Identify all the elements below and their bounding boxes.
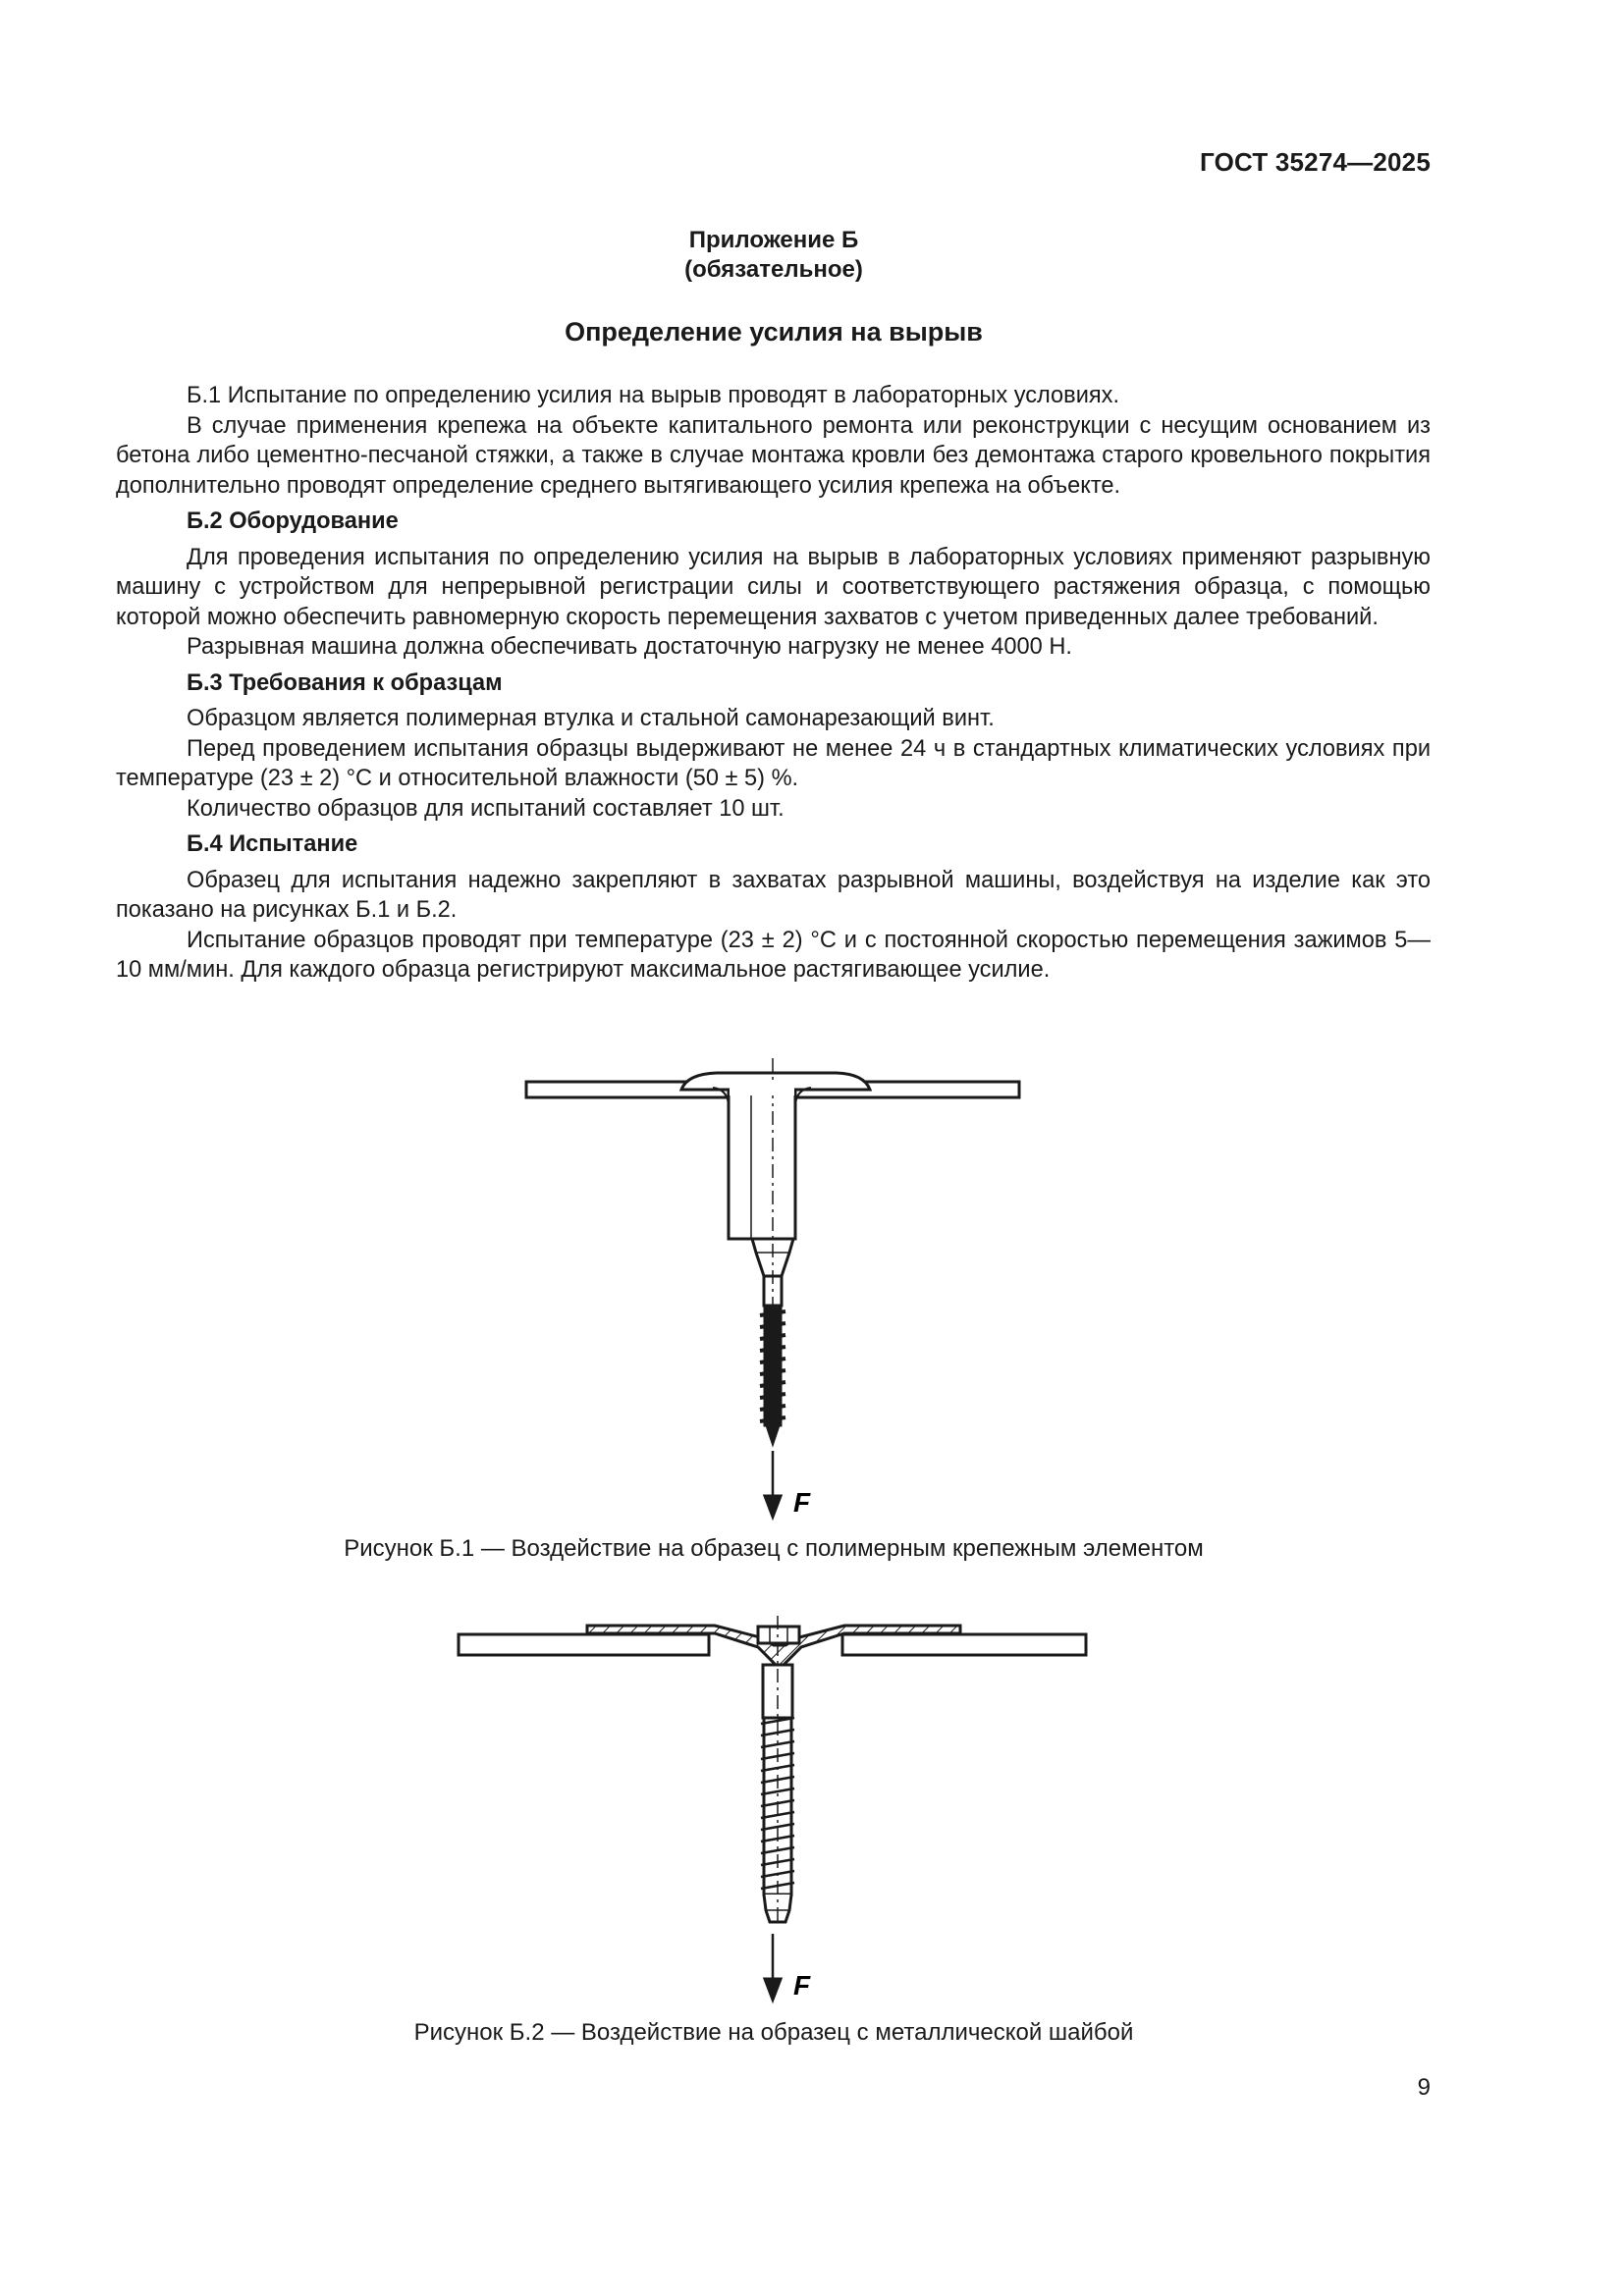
section-heading-b4: Б.4 Испытание (187, 831, 358, 857)
paragraph: Образцом является полимерная втулка и стальной самонарезающий винт. (187, 706, 995, 731)
figure-b2-caption: Рисунок Б.2 — Воздействие на образец с металлической шайбой (413, 2019, 1134, 2046)
paragraph: Разрывная машина должна обеспечивать достаточную нагрузку не менее 4000 Н. (187, 634, 1072, 660)
paragraph: Образец для испытания надежно закрепляют в захватах разрывной машины, воздействуя на изделие как это показано на рисунках Б.1 и Б.2. (116, 867, 1431, 923)
paragraph: Перед проведением испытания образцы выдерживают не менее 24 ч в стандартных климатических условиях при температуре (23 ± 2) °С и относительной влажности (50 ± 5) %. (116, 735, 1431, 791)
paragraph: Испытание образцов проводят при температуре (23 ± 2) °С и с постоянной скоростью перемещения зажимов 5—10 мм/мин. Для каждого образца регистрируют максимальное растягивающее усилие. (116, 927, 1431, 983)
annex-status: (обязательное) (684, 256, 863, 283)
annex-title: Определение усилия на вырыв (565, 317, 983, 347)
figure-b2-force-label: F (793, 1970, 811, 2001)
paragraph: В случае применения крепежа на объекте капитального ремонта или реконструкции с несущим основанием из бетона либо цементно-песчаной стяжки, а также в случае монтажа кровли без демонтажа старого кровельного покрытия дополнительно проводят определение среднего вытягивающего усилия крепежа на объекте. (116, 412, 1431, 499)
paragraph: Количество образцов для испытаний составляет 10 шт. (187, 795, 785, 822)
annex-label: Приложение Б (688, 227, 859, 253)
section-heading-b2: Б.2 Оборудование (187, 508, 399, 534)
page-number: 9 (1417, 2074, 1431, 2101)
standard-designation: ГОСТ 35274—2025 (1200, 147, 1431, 177)
paragraph-b1: Б.1 Испытание по определению усилия на вырыв проводят в лабораторных условиях. (187, 383, 1120, 408)
figure-b1-caption: Рисунок Б.1 — Воздействие на образец с полимерным крепежным элементом (344, 1535, 1204, 1562)
figure-b1-force-label: F (793, 1487, 811, 1518)
paragraph: Для проведения испытания по определению усилия на вырыв в лабораторных условиях применяют разрывную машину с устройством для непрерывной регистрации силы и соответствующего растяжения образца, с помощью которой можно обеспечить равномерную скорость перемещения захватов с учетом приведенных далее требований. (116, 544, 1431, 630)
section-heading-b3: Б.3 Требования к образцам (187, 669, 503, 696)
